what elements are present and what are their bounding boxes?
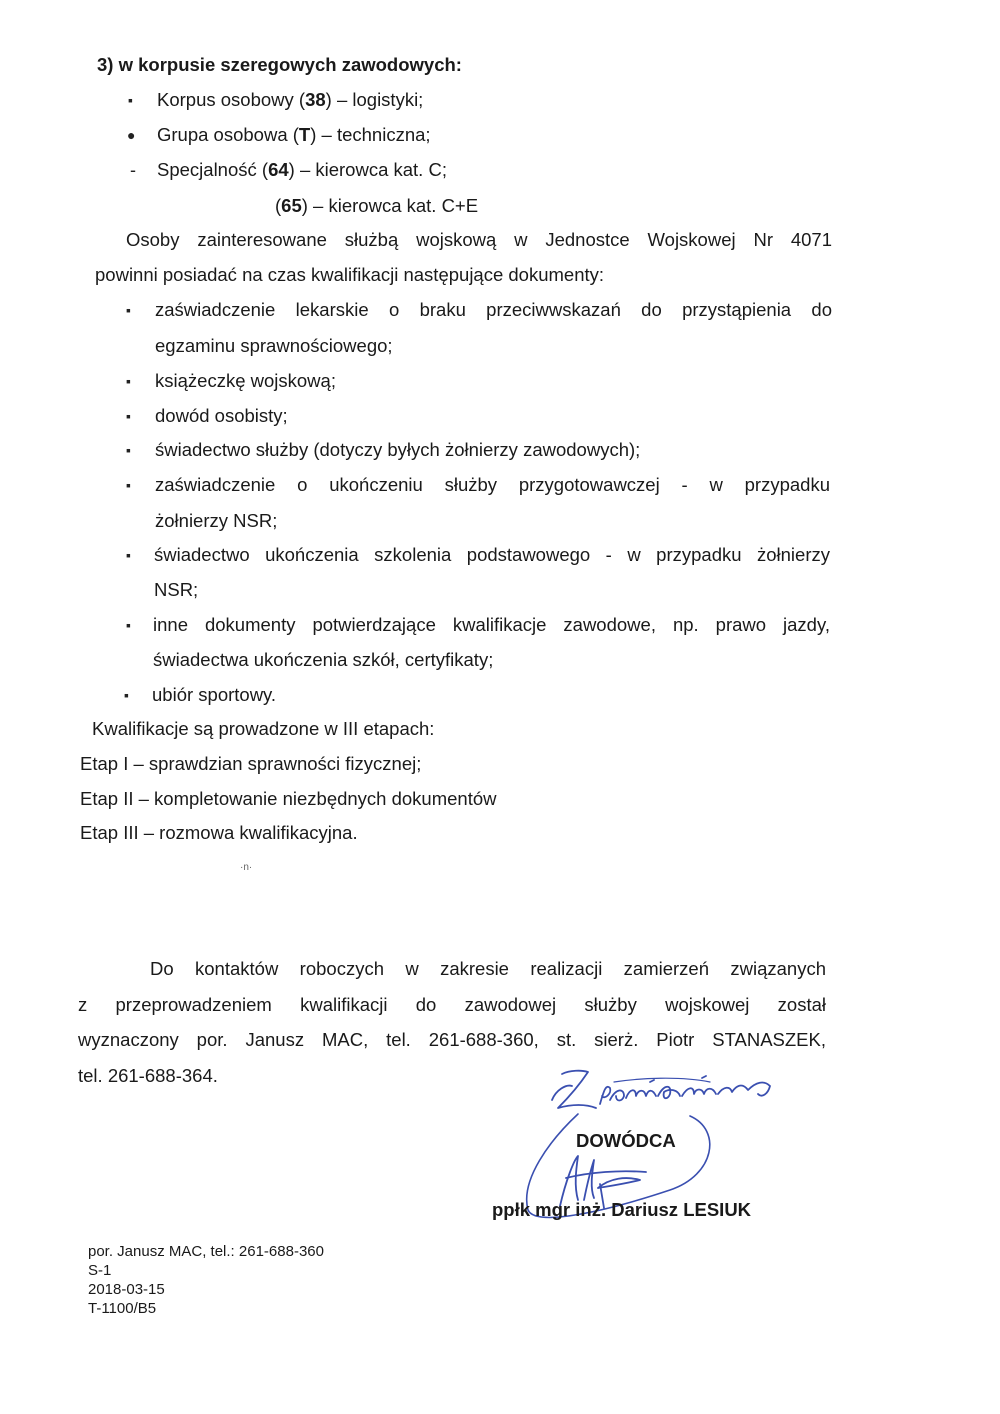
list-item: Specjalność (64) – kierowca kat. C; <box>157 159 447 180</box>
list-item: świadectwo służby (dotyczy byłych żołnierzy zawodowych); <box>155 439 641 460</box>
footer-line: por. Janusz MAC, tel.: 261-688-360 <box>88 1243 324 1260</box>
footer-line: 2018-03-15 <box>88 1281 165 1298</box>
intro-line: powinni posiadać na czas kwalifikacji następujące dokumenty: <box>95 264 605 285</box>
stage-item: Etap I – sprawdzian sprawności fizycznej; <box>80 753 422 774</box>
contact-line: tel. 261-688-364. <box>78 1065 218 1086</box>
list-item: dowód osobisty; <box>155 405 288 426</box>
list-item-continuation: egzaminu sprawnościowego; <box>155 335 393 356</box>
contact-line: wyznaczony por. Janusz MAC, tel. 261-688-360, st. sierż. Piotr STANASZEK, <box>78 1029 826 1050</box>
list-item: ubiór sportowy. <box>152 684 277 705</box>
list-marker: ▪ <box>126 477 131 493</box>
footer-line: S-1 <box>88 1262 112 1279</box>
footer-line: T-1100/B5 <box>88 1300 157 1317</box>
stage-item: Etap III – rozmowa kwalifikacyjna. <box>80 822 358 843</box>
list-marker: ▪ <box>126 547 131 563</box>
list-marker: - <box>130 160 136 180</box>
stage-item: Etap II – kompletowanie niezbędnych dokumentów <box>80 788 497 809</box>
list-marker: ▪ <box>128 92 133 108</box>
intro-line: Osoby zainteresowane służbą wojskową w Jednostce Wojskowej Nr 4071 <box>126 229 832 250</box>
list-marker: ▪ <box>126 617 131 633</box>
list-item-continuation: NSR; <box>154 579 199 600</box>
list-marker: ▪ <box>126 442 131 458</box>
list-item: książeczkę wojskową; <box>155 370 336 391</box>
contact-line: z przeprowadzeniem kwalifikacji do zawodowej służby wojskowej został <box>78 994 826 1015</box>
list-item: (65) – kierowca kat. C+E <box>275 195 479 216</box>
list-item: Korpus osobowy (38) – logistyki; <box>157 89 424 110</box>
list-item: Grupa osobowa (T) – techniczna; <box>157 124 431 145</box>
list-marker: ● <box>127 127 136 143</box>
list-item: zaświadczenie o ukończeniu służby przygotowawczej - w przypadku <box>155 474 830 495</box>
list-item: inne dokumenty potwierdzające kwalifikacje zawodowe, np. prawo jazdy, <box>153 614 830 635</box>
signatory-title: DOWÓDCA <box>576 1130 676 1151</box>
section-heading: 3) w korpusie szeregowych zawodowych: <box>97 54 462 75</box>
list-marker: ▪ <box>126 373 131 389</box>
signatory-name: ppłk mgr inż. Dariusz LESIUK <box>492 1199 752 1220</box>
contact-line: Do kontaktów roboczych w zakresie realizacji zamierzeń związanych <box>150 958 826 979</box>
list-item: zaświadczenie lekarskie o braku przeciwwskazań do przystąpienia do <box>155 299 832 320</box>
list-marker: ▪ <box>126 408 131 424</box>
list-marker: ▪ <box>124 687 129 703</box>
list-item: świadectwo ukończenia szkolenia podstawowego - w przypadku żołnierzy <box>154 544 830 565</box>
list-item-continuation: świadectwa ukończenia szkół, certyfikaty; <box>153 649 494 670</box>
stages-intro: Kwalifikacje są prowadzone w III etapach: <box>92 718 435 739</box>
list-item-continuation: żołnierzy NSR; <box>155 510 278 531</box>
list-marker: ▪ <box>126 302 131 318</box>
stray-mark: ·n· <box>240 862 253 873</box>
